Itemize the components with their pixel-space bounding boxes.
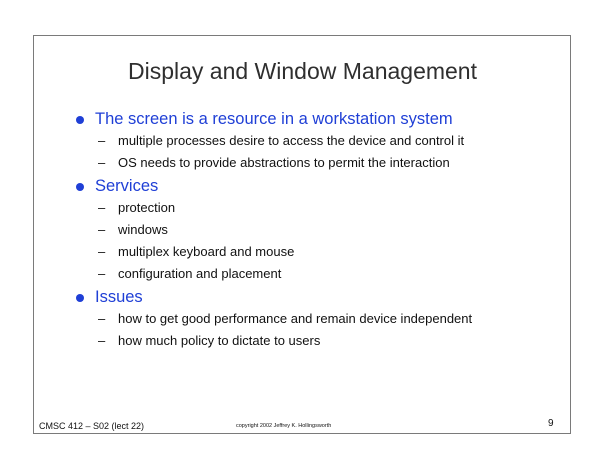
footer-course: CMSC 412 – S02 (lect 22) — [39, 421, 145, 431]
page-number: 9 — [548, 418, 554, 429]
footer-copyright: copyright 2002 Jeffrey K. Hollingsworth — [236, 423, 332, 429]
sub-text: multiple processes desire to access the device and control it — [118, 133, 465, 148]
sub-list — [76, 133, 546, 171]
dash-icon: – — [98, 222, 106, 237]
dash-icon: – — [98, 311, 106, 326]
dash-icon: – — [98, 133, 106, 148]
sub-item — [76, 155, 546, 171]
bullet-text: The screen is a resource in a workstation system — [95, 110, 453, 128]
sub-item — [76, 311, 478, 327]
sub-item — [76, 266, 546, 282]
dash-icon: – — [98, 244, 106, 259]
sub-item — [76, 333, 546, 349]
bullet-group — [76, 177, 546, 282]
sub-text: multiplex keyboard and mouse — [118, 244, 295, 259]
bullet-item — [76, 110, 546, 129]
sub-text: protection — [118, 200, 176, 215]
bullet-group — [76, 288, 546, 349]
sub-text: OS needs to provide abstractions to permit the interaction — [118, 155, 450, 170]
sub-text: how to get good performance and remain device independent — [118, 311, 473, 326]
bullet-text: Services — [95, 177, 159, 195]
dash-icon: – — [98, 333, 106, 348]
sub-item — [76, 200, 546, 216]
sub-item — [76, 222, 546, 238]
sub-list — [76, 200, 546, 282]
dash-icon: – — [98, 200, 106, 215]
slide-content — [76, 110, 546, 355]
sub-item — [76, 133, 546, 149]
bullet-item — [76, 177, 546, 196]
dash-icon: – — [98, 155, 106, 170]
bullet-text: Issues — [95, 288, 143, 306]
bullet-group — [76, 110, 546, 171]
bullet-dot-icon — [76, 183, 84, 191]
dash-icon: – — [98, 266, 106, 281]
sub-text: windows — [118, 222, 168, 237]
bullet-item — [76, 288, 546, 307]
bullet-dot-icon — [76, 294, 84, 302]
slide-title: Display and Window Management — [127, 58, 477, 84]
sub-text: how much policy to dictate to users — [118, 333, 321, 348]
sub-text: configuration and placement — [118, 266, 282, 281]
sub-list — [76, 311, 546, 349]
bullet-dot-icon — [76, 116, 84, 124]
sub-item — [76, 244, 546, 260]
